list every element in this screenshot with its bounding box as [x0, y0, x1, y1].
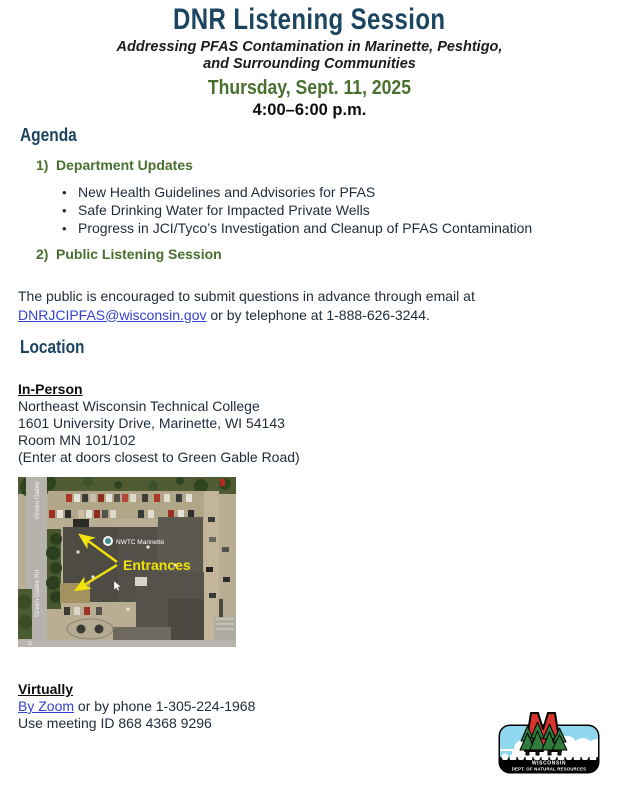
contact-text-before: The public is encouraged to submit questions in advance through email at [18, 288, 475, 304]
bullet-icon: • [62, 185, 67, 200]
logo-text-line2: DEPT. OF NATURAL RESOURCES [511, 766, 587, 772]
location-section-heading-row [20, 337, 95, 358]
meeting-id: Use meeting ID 868 4368 9296 [18, 715, 212, 731]
agenda-bullet-1 [62, 184, 375, 200]
event-date: Thursday, Sept. 11, 2025 [207, 77, 412, 99]
contact-paragraph [18, 287, 496, 324]
place-label: NWTC Marinette [116, 539, 165, 546]
zoom-link[interactable]: By Zoom [18, 698, 75, 714]
agenda-item-2-label: Public Listening Session [56, 246, 222, 262]
agenda-bullet-3-text: Progress in JCI/Tyco’s Investigation and Cleanup of PFAS Contamination [78, 220, 533, 236]
event-time: 4:00–6:00 p.m. [252, 101, 367, 119]
event-time-row [0, 101, 619, 120]
agenda-bullet-3 [62, 220, 532, 236]
satellite-map-image [18, 477, 236, 647]
venue-address: 1601 University Drive, Marinette, WI 54143 [18, 415, 285, 431]
agenda-heading: Agenda [20, 125, 77, 145]
road-label-corner: d [28, 640, 32, 647]
bullet-icon: • [62, 203, 67, 218]
agenda-item-1-number: 1) [36, 157, 49, 173]
satellite-map [18, 477, 236, 647]
in-person-label: In-Person [18, 381, 83, 397]
subtitle [0, 39, 619, 73]
agenda-item-1-label: Department Updates [56, 157, 193, 173]
event-date-row [0, 77, 619, 100]
virtual-phone: or by phone 1-305-224-1968 [74, 698, 256, 714]
header [0, 3, 619, 37]
venue-room: Room MN 101/102 [18, 432, 136, 448]
subtitle-line-1: Addressing PFAS Contamination in Marinette, Peshtigo, [116, 39, 503, 55]
agenda-bullet-2 [62, 202, 370, 218]
agenda-section-heading-row [20, 125, 86, 146]
agenda-bullet-1-text: New Health Guidelines and Advisories for PFAS [78, 184, 376, 200]
dnr-logo [497, 709, 601, 775]
venue-note: (Enter at doors closest to Green Gable Road) [18, 449, 300, 465]
location-heading: Location [20, 337, 85, 357]
contact-text-after: or by telephone at 1-888-626-3244. [206, 306, 430, 323]
agenda-bullet-2-text: Safe Drinking Water for Impacted Private Wells [78, 202, 370, 218]
venue-name: Northeast Wisconsin Technical College [18, 398, 260, 414]
agenda-item-2-number: 2) [36, 246, 49, 262]
subtitle-line-2: and Surrounding Communities [203, 56, 416, 72]
road-label-top: Green Gable [34, 481, 41, 519]
page-title: DNR Listening Session [173, 3, 446, 36]
logo-text-line1: WISCONSIN [531, 760, 567, 767]
virtual-line [18, 698, 255, 715]
entrances-label: Entrances [123, 557, 191, 573]
dnr-logo-graphic [497, 709, 601, 775]
road-label-side: Green Gable Rd [34, 569, 41, 617]
email-link[interactable]: DNRJCIPFAS@wisconsin.gov [18, 306, 207, 323]
bullet-icon: • [62, 221, 67, 236]
virtually-label: Virtually [18, 681, 73, 697]
